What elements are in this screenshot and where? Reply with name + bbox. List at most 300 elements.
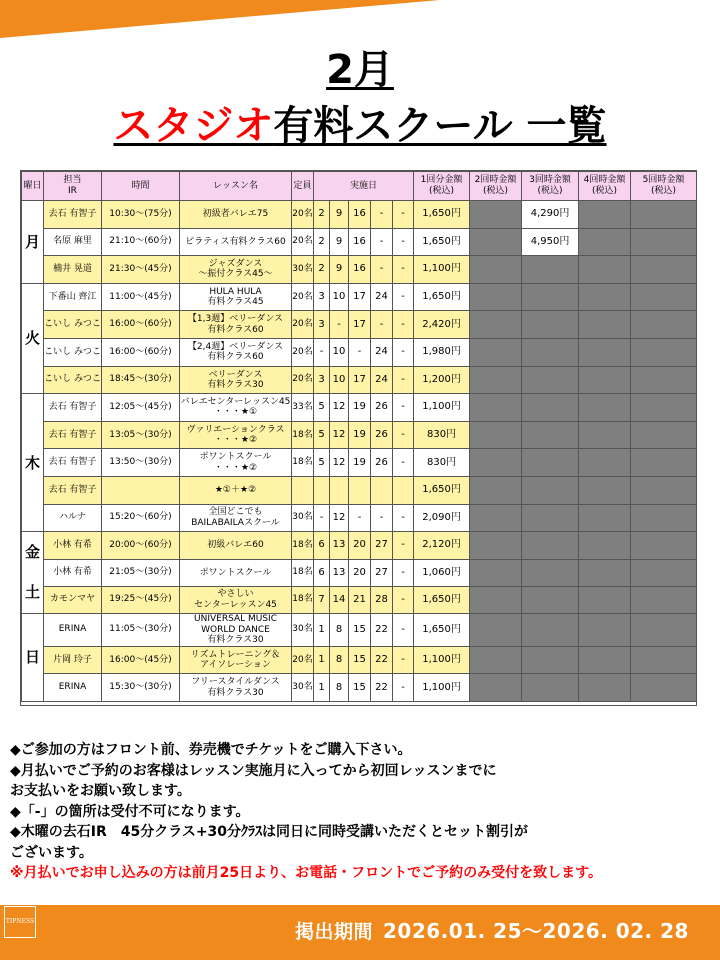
date-cell: - [393, 338, 414, 366]
date-cell: 28 [371, 586, 393, 613]
capacity-cell: 20名 [292, 366, 314, 394]
date-cell: 16 [349, 228, 371, 256]
price-3-cell [522, 532, 579, 560]
date-cell: 24 [371, 338, 393, 366]
date-cell: 2 [314, 228, 330, 256]
notes [10, 740, 715, 884]
time-cell: 18:45〜(30分) [102, 366, 180, 394]
table-row [22, 476, 697, 504]
table-row [22, 586, 697, 613]
capacity-cell: 20名 [292, 201, 314, 229]
note-4: ◆「-」の箇所は受付不可になります。 [10, 803, 250, 820]
price-5-cell [631, 311, 697, 339]
date-cell: 9 [330, 228, 349, 256]
note-1: ◆ご参加の方はフロント前、券売機でチケットをご購入下さい。 [10, 742, 412, 758]
price-3-cell [522, 674, 579, 702]
price-1-cell: 1,650円 [414, 476, 470, 504]
date-cell: 5 [314, 449, 330, 477]
date-cell: 22 [371, 613, 393, 646]
price-5-cell [631, 646, 697, 674]
lesson-cell: 【1,3週】ベリーダンス 有料クラス60 [180, 311, 292, 339]
price-3-cell [522, 586, 579, 613]
time-cell: 16:00〜(60分) [102, 311, 180, 339]
date-cell: 16 [349, 201, 371, 229]
date-cell: - [314, 338, 330, 366]
time-cell: 10:30〜(75分) [102, 201, 180, 229]
date-cell: 24 [371, 283, 393, 311]
instructor-cell: ERINA [44, 674, 102, 702]
date-cell: - [393, 674, 414, 702]
price-4-cell [579, 476, 631, 504]
day-cell: 火 [22, 283, 44, 393]
price-2-cell [470, 674, 522, 702]
price-2-cell [470, 228, 522, 256]
instructor-cell: 去石 有智子 [44, 421, 102, 449]
day-cell: 日 [22, 613, 44, 701]
capacity-cell: 30名 [292, 504, 314, 532]
capacity-cell: 20名 [292, 646, 314, 674]
price-4-cell [579, 613, 631, 646]
date-cell: - [371, 256, 393, 284]
price-3-cell [522, 256, 579, 284]
price-1-cell: 1,100円 [414, 394, 470, 422]
posting-period [295, 915, 689, 944]
table-row [22, 421, 697, 449]
table-row [22, 504, 697, 532]
date-cell: 10 [330, 283, 349, 311]
instructor-cell: 片岡 玲子 [44, 646, 102, 674]
price-1-cell: 2,120円 [414, 532, 470, 560]
date-cell: 12 [330, 504, 349, 532]
date-cell: 3 [314, 311, 330, 339]
price-3-cell: 4,290円 [522, 201, 579, 229]
price-4-cell [579, 201, 631, 229]
date-cell: - [314, 504, 330, 532]
period-value: 2026.01. 25〜2026. 02. 28 [383, 919, 689, 943]
date-cell: 27 [371, 559, 393, 586]
schedule-table [20, 170, 697, 706]
period-label: 掲出期間 [295, 921, 374, 943]
date-cell: 1 [314, 646, 330, 674]
date-cell: 17 [349, 283, 371, 311]
date-cell: 15 [349, 674, 371, 702]
date-cell: 15 [349, 646, 371, 674]
lesson-cell: 初級バレエ60 [180, 532, 292, 560]
time-cell: 19:25〜(45分) [102, 586, 180, 613]
date-cell: - [393, 586, 414, 613]
price-5-cell [631, 256, 697, 284]
date-cell: 15 [349, 613, 371, 646]
date-cell: 13 [330, 532, 349, 560]
date-cell: 7 [314, 586, 330, 613]
header-dates: 実施日 [314, 172, 414, 201]
table-row [22, 338, 697, 366]
date-cell: 12 [330, 394, 349, 422]
capacity-cell: 20名 [292, 283, 314, 311]
date-cell: 26 [371, 421, 393, 449]
price-5-cell [631, 394, 697, 422]
price-2-cell [470, 201, 522, 229]
date-cell: 8 [330, 646, 349, 674]
instructor-cell: カモンマヤ [44, 586, 102, 613]
date-cell: - [393, 283, 414, 311]
date-cell: - [371, 201, 393, 229]
table-row [22, 228, 697, 256]
price-4-cell [579, 646, 631, 674]
price-3-cell [522, 394, 579, 422]
instructor-cell: ERINA [44, 613, 102, 646]
date-cell: - [393, 366, 414, 394]
date-cell: - [393, 421, 414, 449]
time-cell: 21:10〜(60分) [102, 228, 180, 256]
date-cell: - [393, 613, 414, 646]
capacity-cell: 30名 [292, 674, 314, 702]
price-5-cell [631, 201, 697, 229]
capacity-cell: 18名 [292, 421, 314, 449]
date-cell: - [393, 532, 414, 560]
time-cell: 21:30〜(45分) [102, 256, 180, 284]
day-cell [22, 532, 44, 614]
price-5-cell [631, 613, 697, 646]
price-3-cell [522, 504, 579, 532]
price-3-cell [522, 559, 579, 586]
time-cell: 12:05〜(45分) [102, 394, 180, 422]
instructor-cell: 下番山 齊江 [44, 283, 102, 311]
date-cell: 21 [349, 586, 371, 613]
capacity-cell: 20名 [292, 311, 314, 339]
instructor-cell: こいし みつこ [44, 338, 102, 366]
price-5-cell [631, 366, 697, 394]
time-cell: 11:05〜(30分) [102, 613, 180, 646]
header-price-5: 5回時金額 (税込) [631, 172, 697, 201]
lesson-cell: ★①＋★② [180, 476, 292, 504]
table-row [22, 646, 697, 674]
price-5-cell [631, 476, 697, 504]
day-cell: 木 [22, 394, 44, 532]
price-4-cell [579, 532, 631, 560]
header-ir: 担当 IR [44, 172, 102, 201]
time-cell: 13:50〜(30分) [102, 449, 180, 477]
date-cell: 26 [371, 449, 393, 477]
header-time: 時間 [102, 172, 180, 201]
lesson-cell: ジャズダンス 〜振付クラス45〜 [180, 256, 292, 284]
price-5-cell [631, 283, 697, 311]
price-2-cell [470, 559, 522, 586]
date-cell: - [393, 504, 414, 532]
date-cell: 6 [314, 532, 330, 560]
price-2-cell [470, 586, 522, 613]
price-3-cell: 4,950円 [522, 228, 579, 256]
date-cell: 9 [330, 256, 349, 284]
price-2-cell [470, 366, 522, 394]
note-red: ※月払いでお申し込みの方は前月25日より、お電話・フロントでご予約のみ受付を致します。 [10, 865, 602, 881]
lesson-cell: HULA HULA 有料クラス45 [180, 283, 292, 311]
price-4-cell [579, 338, 631, 366]
date-cell: 1 [314, 613, 330, 646]
day-label-sat: 土 [24, 583, 40, 602]
date-cell: - [371, 228, 393, 256]
lesson-cell: ポワントスクール ・・・★② [180, 449, 292, 477]
table-row [22, 532, 697, 560]
instructor-cell: 去石 有智子 [44, 476, 102, 504]
capacity-cell: 18名 [292, 586, 314, 613]
lesson-cell: ピラティス有料クラス60 [180, 228, 292, 256]
date-cell: 16 [349, 256, 371, 284]
date-cell: 8 [330, 613, 349, 646]
date-cell: 17 [349, 311, 371, 339]
price-2-cell [470, 256, 522, 284]
price-1-cell: 1,650円 [414, 283, 470, 311]
date-cell: 20 [349, 532, 371, 560]
time-cell: 13:05〜(30分) [102, 421, 180, 449]
lesson-cell: UNIVERSAL MUSIC WORLD DANCE 有料クラス30 [180, 613, 292, 646]
header-lesson: レッスン名 [180, 172, 292, 201]
capacity-cell: 30名 [292, 256, 314, 284]
lesson-cell: 初級者バレエ75 [180, 201, 292, 229]
note-2: ◆月払いでご予約のお客様はレッスン実施月に入ってから初回レッスンまでに [10, 762, 497, 779]
price-5-cell [631, 228, 697, 256]
capacity-cell: 30名 [292, 613, 314, 646]
date-cell [330, 476, 349, 504]
date-cell: 22 [371, 646, 393, 674]
date-cell: 26 [371, 394, 393, 422]
price-5-cell [631, 421, 697, 449]
price-1-cell: 1,200円 [414, 366, 470, 394]
price-1-cell: 1,650円 [414, 228, 470, 256]
date-cell: 2 [314, 256, 330, 284]
day-cell: 月 [22, 201, 44, 284]
date-cell: - [393, 449, 414, 477]
price-1-cell: 830円 [414, 421, 470, 449]
price-2-cell [470, 283, 522, 311]
price-4-cell [579, 283, 631, 311]
day-label-fri: 金 [24, 543, 40, 562]
price-2-cell [470, 449, 522, 477]
tipness-logo: TIPNESS [4, 906, 36, 938]
page-title: スタジオ有料スクール 一覧 [113, 103, 607, 149]
corner-decoration [0, 0, 440, 38]
table-row [22, 201, 697, 229]
price-5-cell [631, 532, 697, 560]
capacity-cell: 33名 [292, 394, 314, 422]
capacity-cell: 18名 [292, 449, 314, 477]
table-row [22, 283, 697, 311]
price-4-cell [579, 228, 631, 256]
price-4-cell [579, 311, 631, 339]
price-3-cell [522, 283, 579, 311]
date-cell: 5 [314, 421, 330, 449]
price-4-cell [579, 559, 631, 586]
lesson-cell: 全国どこでも BAILABAILAスクール [180, 504, 292, 532]
price-2-cell [470, 613, 522, 646]
price-4-cell [579, 256, 631, 284]
date-cell: 9 [330, 201, 349, 229]
date-cell: - [393, 394, 414, 422]
date-cell: 19 [349, 449, 371, 477]
price-3-cell [522, 476, 579, 504]
price-2-cell [470, 532, 522, 560]
date-cell: 5 [314, 394, 330, 422]
date-cell: - [393, 559, 414, 586]
price-2-cell [470, 476, 522, 504]
date-cell: - [371, 504, 393, 532]
date-cell: 24 [371, 366, 393, 394]
price-3-cell [522, 421, 579, 449]
price-2-cell [470, 421, 522, 449]
price-1-cell: 830円 [414, 449, 470, 477]
price-5-cell [631, 449, 697, 477]
table-row [22, 366, 697, 394]
table-row [22, 394, 697, 422]
capacity-cell: 20名 [292, 338, 314, 366]
price-4-cell [579, 674, 631, 702]
price-1-cell: 1,980円 [414, 338, 470, 366]
lesson-cell: やさしい センターレッスン45 [180, 586, 292, 613]
lesson-cell: リズムトレーニング＆ アイソレーション [180, 646, 292, 674]
instructor-cell: 去石 有智子 [44, 449, 102, 477]
date-cell: 6 [314, 559, 330, 586]
date-cell [393, 476, 414, 504]
header-price-3: 3回時金額 (税込) [522, 172, 579, 201]
price-1-cell: 1,060円 [414, 559, 470, 586]
date-cell: 19 [349, 421, 371, 449]
date-cell: 10 [330, 366, 349, 394]
instructor-cell: 去石 有智子 [44, 394, 102, 422]
date-cell: - [371, 311, 393, 339]
date-cell: - [349, 504, 371, 532]
price-1-cell: 1,650円 [414, 613, 470, 646]
price-2-cell [470, 504, 522, 532]
date-cell: 1 [314, 674, 330, 702]
capacity-cell: 18名 [292, 559, 314, 586]
price-3-cell [522, 646, 579, 674]
lesson-cell: フリースタイルダンス 有料クラス30 [180, 674, 292, 702]
price-2-cell [470, 311, 522, 339]
date-cell: 10 [330, 338, 349, 366]
time-cell: 15:30〜(30分) [102, 674, 180, 702]
date-cell: - [393, 201, 414, 229]
header-day: 曜日 [22, 172, 44, 201]
table-row [22, 311, 697, 339]
date-cell: - [393, 646, 414, 674]
price-3-cell [522, 311, 579, 339]
date-cell: 12 [330, 449, 349, 477]
time-cell [102, 476, 180, 504]
price-4-cell [579, 394, 631, 422]
date-cell: 3 [314, 283, 330, 311]
price-4-cell [579, 421, 631, 449]
note-3: お支払いをお願い致します。 [10, 783, 191, 799]
date-cell: 3 [314, 366, 330, 394]
date-cell: 19 [349, 394, 371, 422]
time-cell: 21:05〜(30分) [102, 559, 180, 586]
price-2-cell [470, 338, 522, 366]
date-cell [314, 476, 330, 504]
header-price-4: 4回時金額 (税込) [579, 172, 631, 201]
lesson-cell: ヴァリエーションクラス ・・・★② [180, 421, 292, 449]
capacity-cell: 20名 [292, 228, 314, 256]
time-cell: 20:00〜(60分) [102, 532, 180, 560]
instructor-cell: 小林 有希 [44, 559, 102, 586]
lesson-cell: バレエセンターレッスン45 ・・・★① [180, 394, 292, 422]
note-6: ございます。 [10, 844, 93, 861]
price-4-cell [579, 366, 631, 394]
time-cell: 16:00〜(60分) [102, 338, 180, 366]
date-cell: 13 [330, 559, 349, 586]
page-title-month: 2月 [326, 47, 394, 93]
price-5-cell [631, 559, 697, 586]
date-cell: 20 [349, 559, 371, 586]
capacity-cell [292, 476, 314, 504]
instructor-cell: 去石 有智子 [44, 201, 102, 229]
lesson-cell: 【2,4週】ベリーダンス 有料クラス60 [180, 338, 292, 366]
price-1-cell: 1,650円 [414, 201, 470, 229]
price-5-cell [631, 586, 697, 613]
lesson-cell: ベリーダンス 有料クラス30 [180, 366, 292, 394]
table-row [22, 256, 697, 284]
date-cell: 14 [330, 586, 349, 613]
date-cell: - [330, 311, 349, 339]
date-cell [349, 476, 371, 504]
price-1-cell: 2,420円 [414, 311, 470, 339]
date-cell: 27 [371, 532, 393, 560]
time-cell: 16:00〜(45分) [102, 646, 180, 674]
price-4-cell [579, 449, 631, 477]
instructor-cell: 名原 麻里 [44, 228, 102, 256]
date-cell: - [393, 311, 414, 339]
table-row [22, 674, 697, 702]
price-1-cell: 1,650円 [414, 586, 470, 613]
price-3-cell [522, 449, 579, 477]
instructor-cell: 楠井 晃道 [44, 256, 102, 284]
date-cell: 2 [314, 201, 330, 229]
date-cell: 17 [349, 366, 371, 394]
header-capacity: 定員 [292, 172, 314, 201]
instructor-cell: ハルナ [44, 504, 102, 532]
date-cell [371, 476, 393, 504]
instructor-cell: こいし みつこ [44, 366, 102, 394]
note-5: ◆木曜の去石IR 45分クラス+30分ｸﾗｽは同日に同時受講いただくとセット割引が [10, 824, 529, 840]
time-cell: 15:20〜(60分) [102, 504, 180, 532]
price-5-cell [631, 674, 697, 702]
price-1-cell: 2,090円 [414, 504, 470, 532]
price-4-cell [579, 586, 631, 613]
date-cell: - [349, 338, 371, 366]
price-5-cell [631, 338, 697, 366]
price-1-cell: 1,100円 [414, 674, 470, 702]
price-5-cell [631, 504, 697, 532]
table-row [22, 613, 697, 646]
date-cell: - [393, 256, 414, 284]
capacity-cell: 18名 [292, 532, 314, 560]
header-price-1: 1回分金額 (税込) [414, 172, 470, 201]
table-row [22, 449, 697, 477]
instructor-cell: こいし みつこ [44, 311, 102, 339]
date-cell: 22 [371, 674, 393, 702]
date-cell: 12 [330, 421, 349, 449]
price-4-cell [579, 504, 631, 532]
header-price-2: 2回時金額 (税込) [470, 172, 522, 201]
table-header-row [22, 172, 697, 201]
price-3-cell [522, 338, 579, 366]
lesson-cell: ポワントスクール [180, 559, 292, 586]
date-cell: 8 [330, 674, 349, 702]
price-3-cell [522, 613, 579, 646]
price-2-cell [470, 646, 522, 674]
price-1-cell: 1,100円 [414, 256, 470, 284]
time-cell: 11:00〜(45分) [102, 283, 180, 311]
instructor-cell: 小林 有希 [44, 532, 102, 560]
